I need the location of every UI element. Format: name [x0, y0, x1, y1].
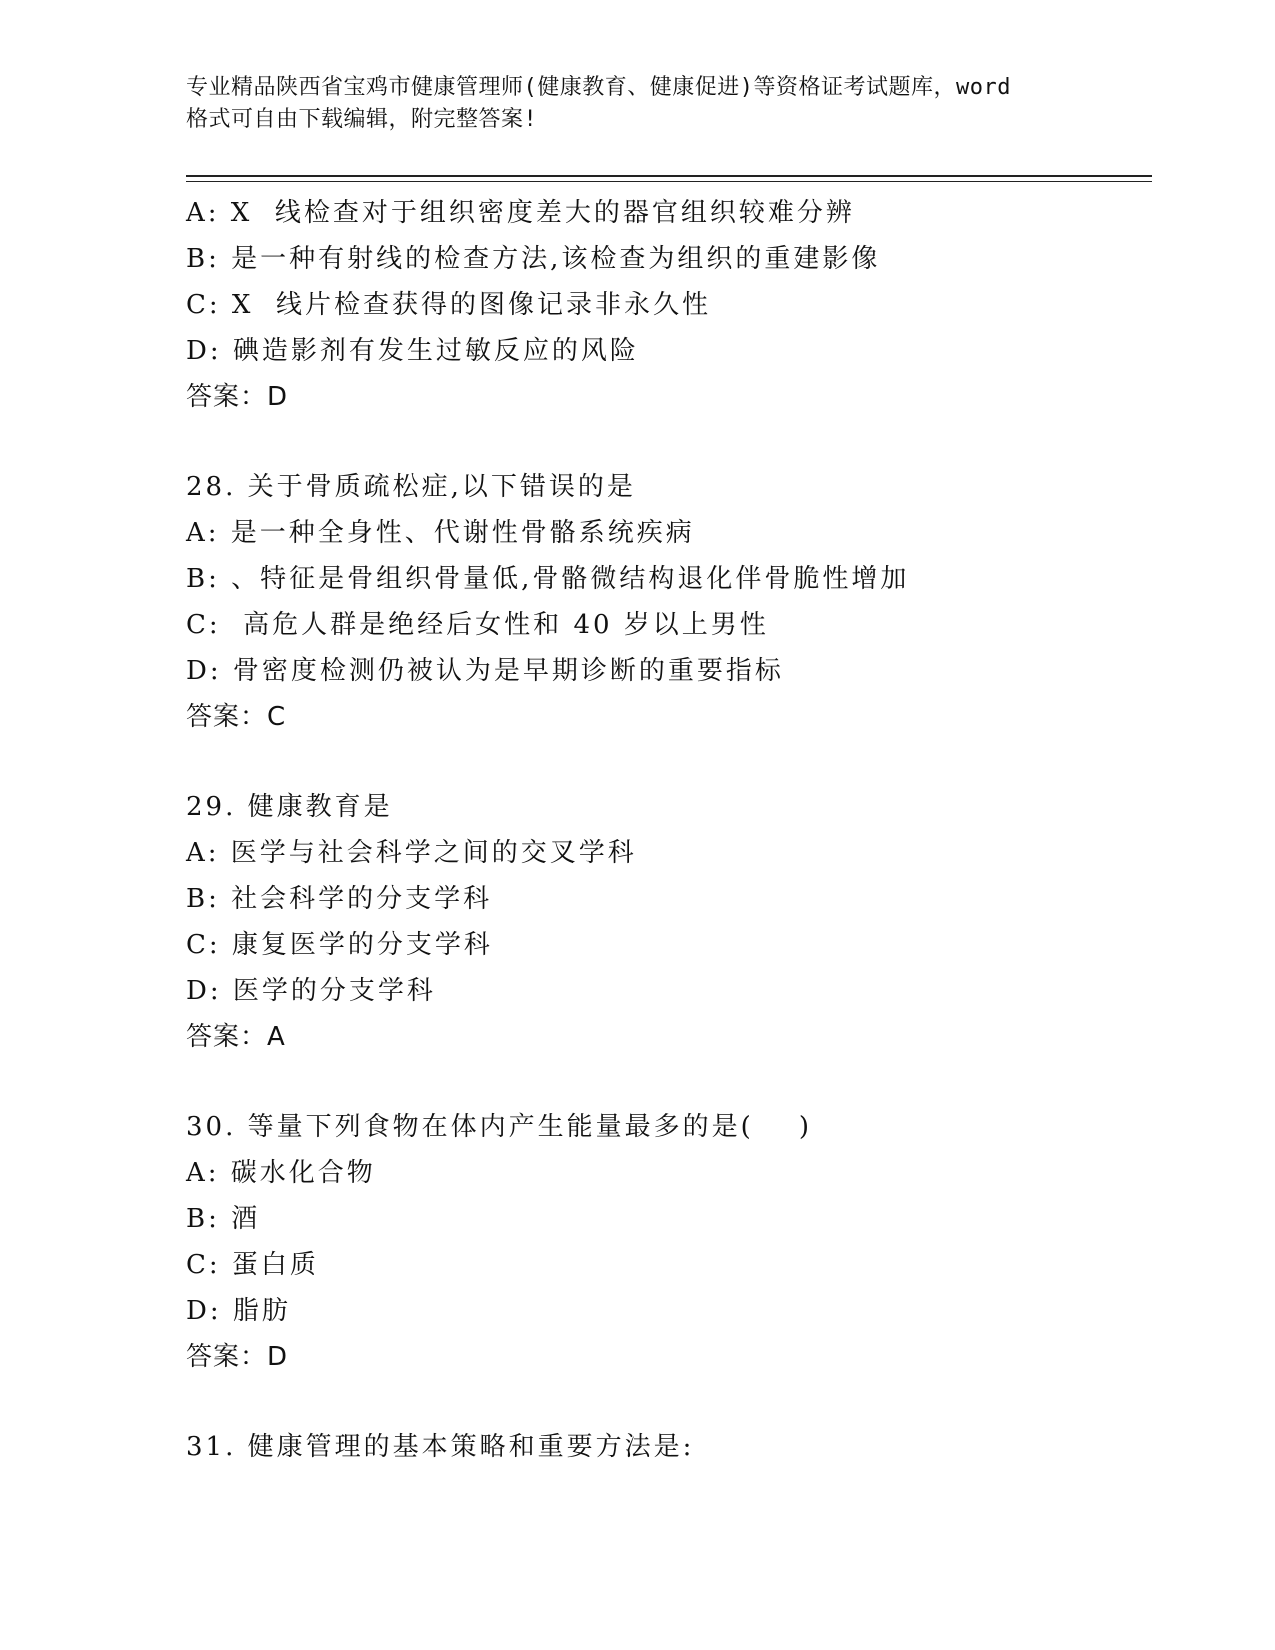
question-block-29 [186, 784, 1136, 1060]
header-line-1: 专业精品陕西省宝鸡市健康管理师(健康教育、健康促进)等资格证考试题库，word [186, 75, 1011, 100]
option-d: D: 碘造影剂有发生过敏反应的风险 [186, 336, 639, 366]
option-a: A: 医学与社会科学之间的交叉学科 [186, 838, 637, 868]
question-block-30 [186, 1104, 1136, 1380]
document-header [186, 72, 1086, 136]
header-divider-thin [186, 181, 1152, 182]
question-block-31 [186, 1424, 1136, 1470]
question-stem: 30. 等量下列食物在体内产生能量最多的是( ) [186, 1112, 812, 1142]
option-b: B: 是一种有射线的检查方法,该检查为组织的重建影像 [186, 244, 881, 274]
answer-line: 答案：A [186, 1022, 286, 1052]
option-c: C: 高危人群是绝经后女性和 40 岁以上男性 [186, 610, 769, 640]
header-line-2: 格式可自由下载编辑，附完整答案! [186, 107, 538, 132]
option-a: A: X 线检查对于组织密度差大的器官组织较难分辨 [186, 198, 855, 228]
option-d: D: 脂肪 [186, 1296, 291, 1326]
question-stem: 28. 关于骨质疏松症,以下错误的是 [186, 472, 636, 502]
option-b: B: 社会科学的分支学科 [186, 884, 493, 914]
question-block-27 [186, 190, 1136, 420]
option-d: D: 骨密度检测仍被认为是早期诊断的重要指标 [186, 656, 784, 686]
option-c: C: 蛋白质 [186, 1250, 319, 1280]
question-block-28 [186, 464, 1136, 740]
option-a: A: 碳水化合物 [186, 1158, 376, 1188]
question-stem: 31. 健康管理的基本策略和重要方法是: [186, 1432, 695, 1462]
option-a: A: 是一种全身性、代谢性骨骼系统疾病 [186, 518, 695, 548]
option-b: B: 、特征是骨组织骨量低,骨骼微结构退化伴骨脆性增加 [186, 564, 910, 594]
option-d: D: 医学的分支学科 [186, 976, 436, 1006]
answer-line: 答案：D [186, 1342, 289, 1372]
question-stem: 29. 健康教育是 [186, 792, 393, 822]
answer-line: 答案：D [186, 382, 289, 412]
question-list [186, 190, 1136, 1470]
header-divider [186, 175, 1152, 177]
option-c: C: 康复医学的分支学科 [186, 930, 493, 960]
option-b: B: 酒 [186, 1204, 261, 1234]
option-c: C: X 线片检查获得的图像记录非永久性 [186, 290, 711, 320]
answer-line: 答案：C [186, 702, 287, 732]
